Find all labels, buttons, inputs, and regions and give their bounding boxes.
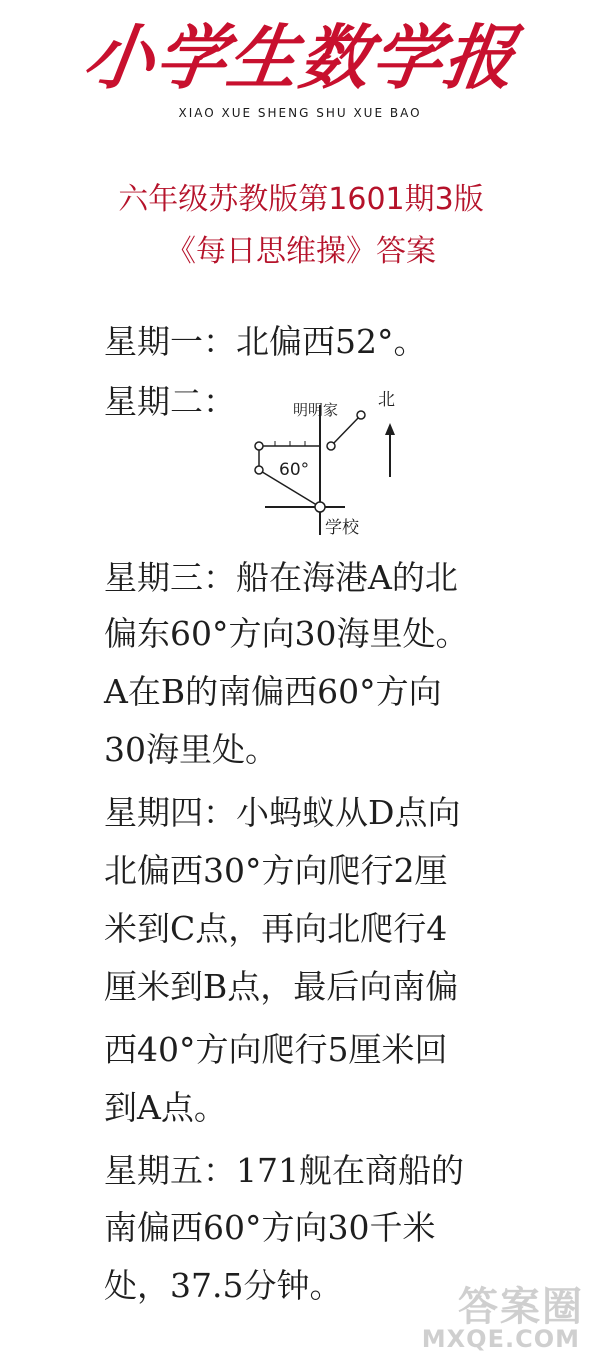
answer-thursday-line-3: 米到C点，再向北爬行4 [104, 909, 448, 948]
point-a [255, 442, 263, 450]
answer-wednesday-line-3: A在B的南偏西60°方向 [104, 672, 442, 711]
school-label: 学校 [325, 518, 359, 538]
answer-thursday-line-1: 星期四：小蚂蚁从D点向 [104, 793, 461, 832]
angle-label: 60° [279, 460, 310, 480]
answer-thursday-line-6: 到A点。 [104, 1088, 227, 1127]
answer-thursday-line-5: 西40°方向爬行5厘米回 [104, 1030, 448, 1069]
answer-friday-line-3: 处，37.5分钟。 [104, 1266, 343, 1305]
answer-friday-line-1: 星期五：171舰在商船的 [104, 1151, 464, 1190]
masthead [50, 18, 550, 128]
direction-diagram [245, 385, 425, 545]
logo-pinyin: XIAO XUE SHENG SHU XUE BAO [178, 106, 422, 120]
answer-thursday-line-4: 厘米到B点，最后向南偏 [104, 967, 459, 1006]
north-arrow-head [385, 423, 395, 435]
path-to-home [331, 415, 361, 446]
point-b [255, 466, 263, 474]
page-title-line-2: 《每日思维操》答案 [166, 234, 436, 269]
watermark-text: 答案圈 [458, 1284, 584, 1330]
answer-wednesday-line-4: 30海里处。 [104, 730, 278, 769]
answer-wednesday-line-1: 星期三：船在海港A的北 [104, 558, 458, 597]
home-label: 明明家 [293, 401, 339, 419]
answer-friday-line-2: 南偏西60°方向30千米 [104, 1208, 436, 1247]
answer-monday: 星期一：北偏西52°。 [104, 322, 427, 361]
answer-thursday-line-2: 北偏西30°方向爬行2厘 [104, 851, 448, 890]
answer-tuesday-label: 星期二： [104, 382, 236, 421]
newspaper-logo: 小学生数学报 [78, 16, 522, 99]
point-school [315, 502, 325, 512]
answer-wednesday-line-2: 偏东60°方向30海里处。 [104, 614, 469, 653]
point-home [357, 411, 365, 419]
watermark [414, 1275, 584, 1355]
page-title-line-1: 六年级苏教版第1601期3版 [118, 182, 484, 217]
point-c [327, 442, 335, 450]
north-label: 北 [378, 390, 395, 410]
watermark-url: MXQE.COM [421, 1325, 580, 1353]
